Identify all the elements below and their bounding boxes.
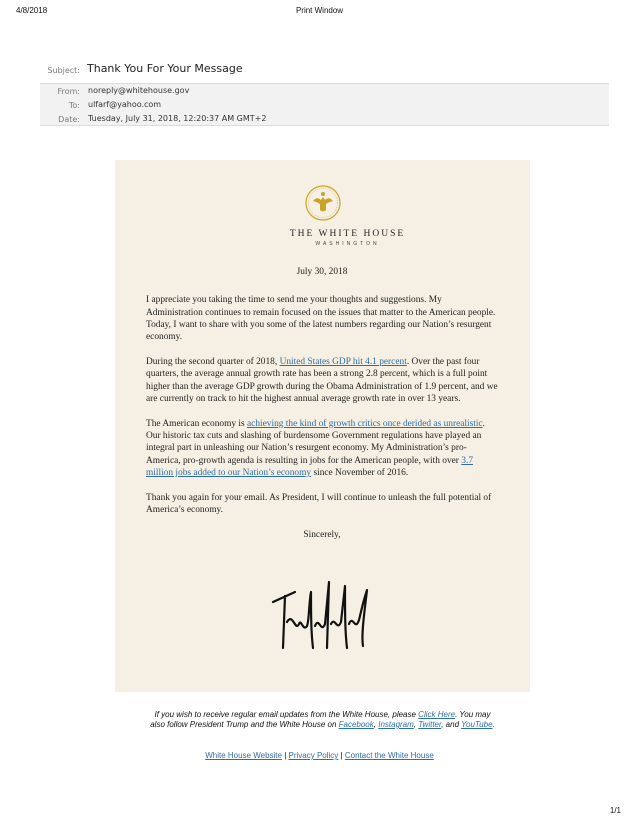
from-label: From: bbox=[57, 87, 80, 96]
print-date: 4/8/2018 bbox=[16, 6, 48, 15]
footer-separator-2: | bbox=[338, 751, 345, 760]
date-row bbox=[40, 112, 609, 126]
footer-and: , and bbox=[441, 720, 462, 729]
contact-link[interactable]: Contact the White House bbox=[344, 751, 434, 760]
p3-text-start: The American economy is bbox=[146, 418, 248, 429]
date-label: Date: bbox=[58, 115, 80, 124]
jobs-link[interactable]: 3.7 million jobs added to our Nation’s economy bbox=[146, 455, 473, 478]
email-meta bbox=[40, 84, 609, 126]
closing: Sincerely, bbox=[303, 529, 341, 540]
footer-text bbox=[150, 710, 495, 730]
growth-critics-link[interactable]: achieving the kind of growth critics once derided as unrealistic bbox=[247, 418, 483, 429]
subject-row bbox=[40, 58, 609, 84]
paragraph-4: Thank you again for your email. As President, I will continue to unleash the full potential of America’s economy. bbox=[146, 492, 492, 515]
to-label: To: bbox=[68, 101, 80, 110]
paragraph-2 bbox=[146, 356, 498, 405]
footer-comma-1: , bbox=[373, 720, 379, 729]
letter-body bbox=[146, 260, 498, 541]
from-value: noreply@whitehouse.gov bbox=[88, 86, 190, 95]
footer-links bbox=[0, 751, 639, 760]
presidential-seal-icon bbox=[305, 185, 341, 221]
letter-card bbox=[115, 160, 530, 692]
footer-separator-1: | bbox=[281, 751, 289, 760]
white-house-website-link[interactable]: White House Website bbox=[205, 751, 282, 760]
letterhead-subtitle: WASHINGTON bbox=[315, 241, 380, 247]
footer-text-1: If you wish to receive regular email updates from the White House, please bbox=[154, 710, 419, 719]
email-subject: Thank You For Your Message bbox=[87, 62, 243, 75]
print-header bbox=[16, 6, 623, 18]
p3-text-end: since November of 2016. bbox=[311, 467, 409, 478]
to-value: ulfarf@yahoo.com bbox=[88, 100, 162, 109]
youtube-link[interactable]: YouTube bbox=[461, 720, 493, 729]
date-value: Tuesday, July 31, 2018, 12:20:37 AM GMT+2 bbox=[88, 114, 267, 123]
from-row bbox=[40, 84, 609, 98]
twitter-link[interactable]: Twitter bbox=[418, 720, 442, 729]
page-number: 1/1 bbox=[609, 806, 621, 815]
subject-label: Subject: bbox=[47, 66, 80, 75]
p2-text-start: During the second quarter of 2018, bbox=[146, 356, 280, 367]
to-row bbox=[40, 98, 609, 112]
privacy-policy-link[interactable]: Privacy Policy bbox=[288, 751, 339, 760]
gdp-link[interactable]: United States GDP hit 4.1 percent bbox=[279, 356, 407, 367]
footer-text-2: . You may also follow President Trump and the White House on bbox=[150, 710, 491, 729]
facebook-link[interactable]: Facebook bbox=[338, 720, 374, 729]
instagram-link[interactable]: Instagram bbox=[378, 720, 414, 729]
paragraph-1: I appreciate you taking the time to send me your thoughts and suggestions. My Administration continues to remain focused on the issues that matter to the American people. Today, I want to share with you some of the latest numbers regarding our Nation’s resurgent economy. bbox=[146, 295, 496, 343]
footer-comma-2: , bbox=[413, 720, 419, 729]
email-header bbox=[40, 58, 609, 126]
letter-date: July 30, 2018 bbox=[296, 267, 348, 277]
click-here-link[interactable]: Click Here bbox=[418, 710, 456, 719]
p3-text-middle: . Our historic tax cuts and slashing of burdensome Government regulations have played an integral part in unleashing our Nation’s resurgent economy. My Administration’s pro-America, pro-growth agenda is resulting in jobs for the American people, with over bbox=[146, 418, 485, 466]
letterhead-title: THE WHITE HOUSE bbox=[289, 229, 406, 239]
paragraph-3 bbox=[146, 418, 498, 479]
print-title: Print Window bbox=[295, 6, 344, 15]
p2-text-end: . Over the past four quarters, the average annual growth rate has been a strong 2.8 percent, which is a full point higher than the average GDP growth during the Obama Administration of 1.9 percent, and we are currently on track to hit the highest annual average growth rate in over 13 years. bbox=[146, 356, 498, 404]
signature-icon bbox=[265, 562, 377, 660]
footer-period: . bbox=[492, 720, 495, 729]
